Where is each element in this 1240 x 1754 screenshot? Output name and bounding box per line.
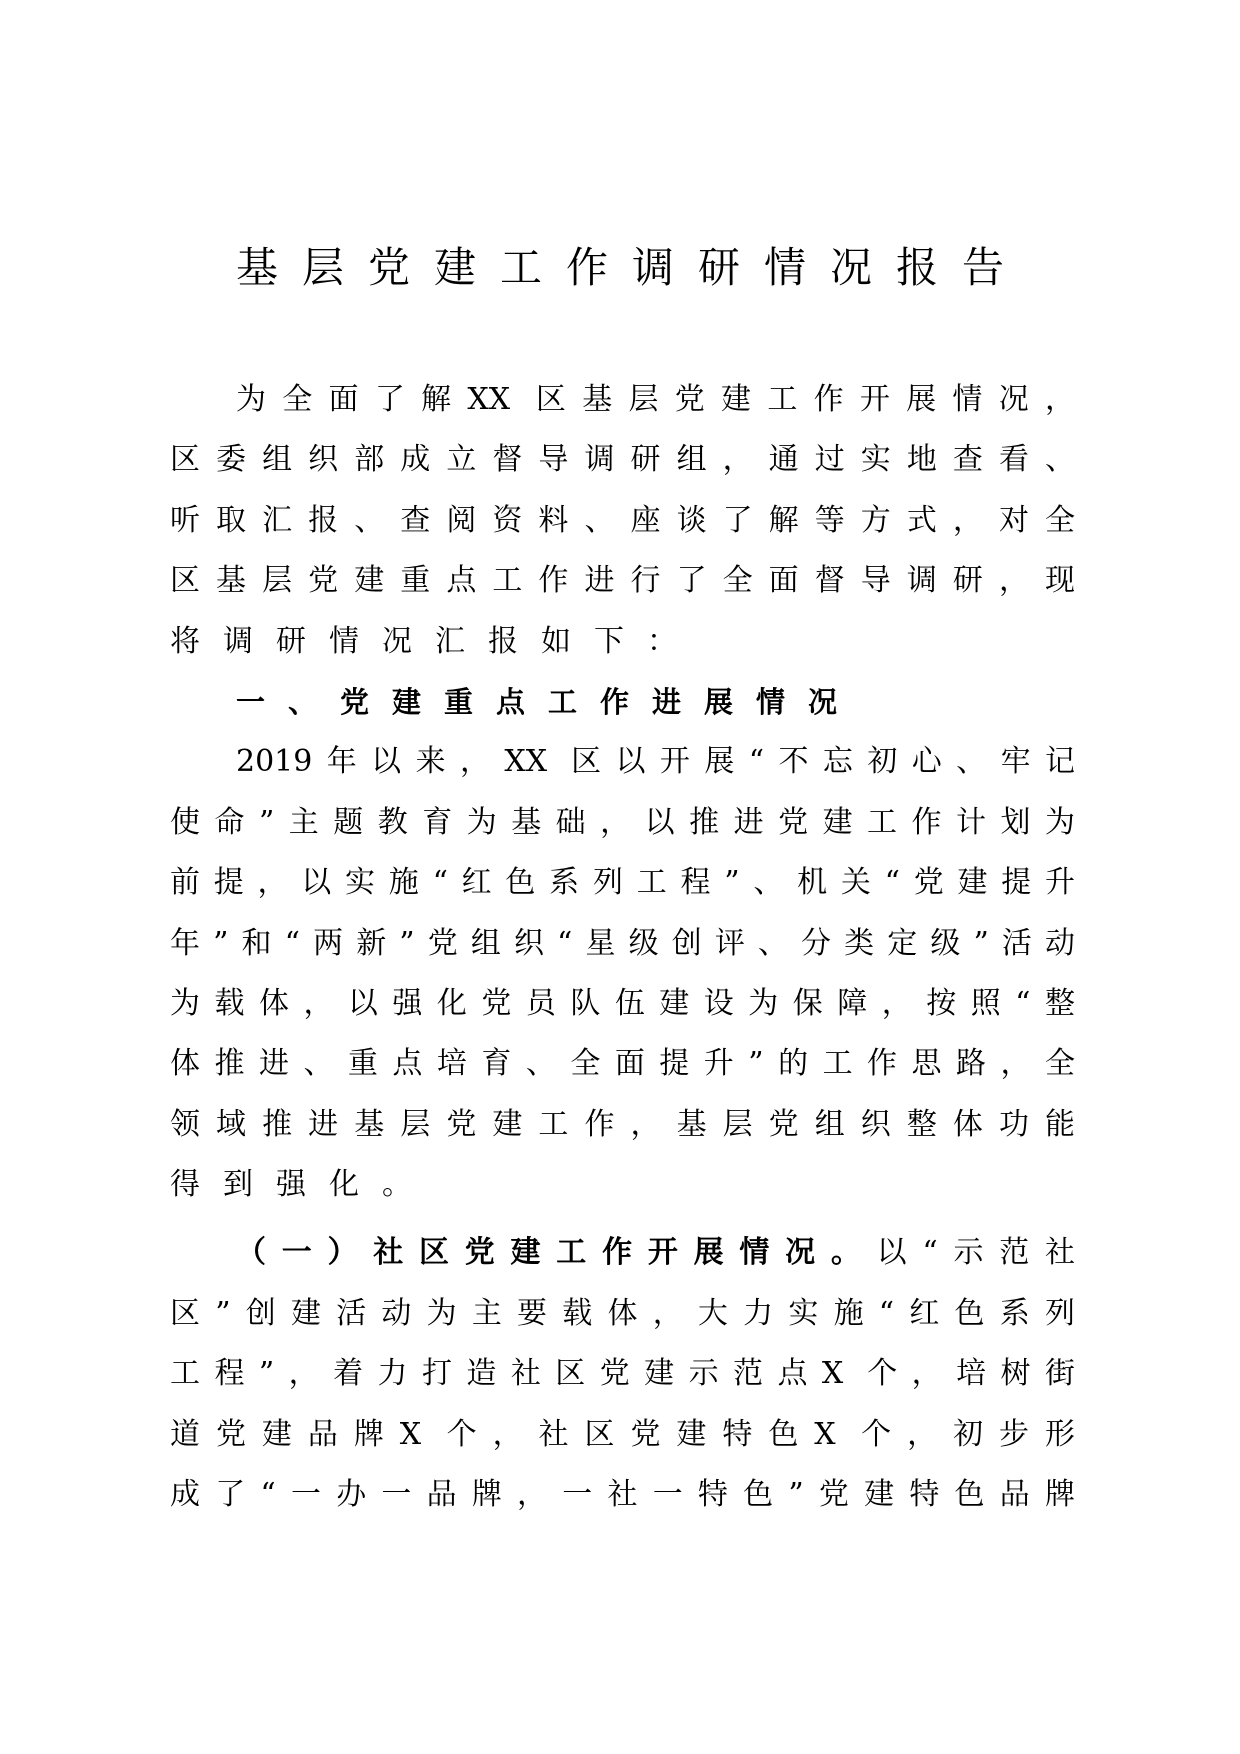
text-run: 以“示范社 [876, 1235, 1075, 1271]
text-line: 使命”主题教育为基础，以推进党建工作计划为 [170, 804, 1075, 840]
text-line: 前提，以实施“红色系列工程”、机关“党建提升 [170, 865, 1075, 901]
text-line: 区委组织部成立督导调研组，通过实地查看、 [170, 442, 1075, 478]
section1-paragraph [170, 732, 1075, 1215]
text-line [170, 1223, 1075, 1283]
intro-paragraph [170, 370, 1075, 672]
text-line: 区”创建活动为主要载体，大力实施“红色系列 [170, 1295, 1075, 1331]
text-line: 体推进、重点培育、全面提升”的工作思路，全 [170, 1046, 1075, 1082]
subsection-heading: （一）社区党建工作开展情况。 [236, 1235, 877, 1271]
text-line: 成了“一办一品牌，一社一特色”党建特色品牌 [170, 1477, 1075, 1513]
subsection1-paragraph [170, 1223, 1075, 1525]
text-line: 为全面了解XX 区基层党建工作开展情况， [236, 382, 1075, 417]
text-line: 2019年以来，XX 区以开展“不忘初心、牢记 [236, 744, 1075, 780]
text-line: 领域推进基层党建工作，基层党组织整体功能 [170, 1106, 1075, 1142]
text-line: 工程”，着力打造社区党建示范点X 个，培树街 [170, 1356, 1075, 1392]
text-line: 得到强化。 [170, 1167, 435, 1203]
section-heading: 一、党建重点工作进展情况 [236, 684, 861, 719]
text-line: 为载体，以强化党员队伍建设为保障，按照“整 [170, 985, 1075, 1021]
text-line: 区基层党建重点工作进行了全面督导调研，现 [170, 563, 1075, 599]
document-title: 基层党建工作调研情况报告 [235, 243, 1028, 292]
text-line: 道党建品牌X 个，社区党建特色X 个，初步形 [170, 1416, 1075, 1452]
text-line: 年”和“两新”党组织“星级创评、分类定级”活动 [170, 925, 1075, 961]
text-line: 将调研情况汇报如下： [170, 623, 700, 659]
text-line: 听取汇报、查阅资料、座谈了解等方式，对全 [170, 502, 1075, 538]
document-body [170, 370, 1075, 1525]
